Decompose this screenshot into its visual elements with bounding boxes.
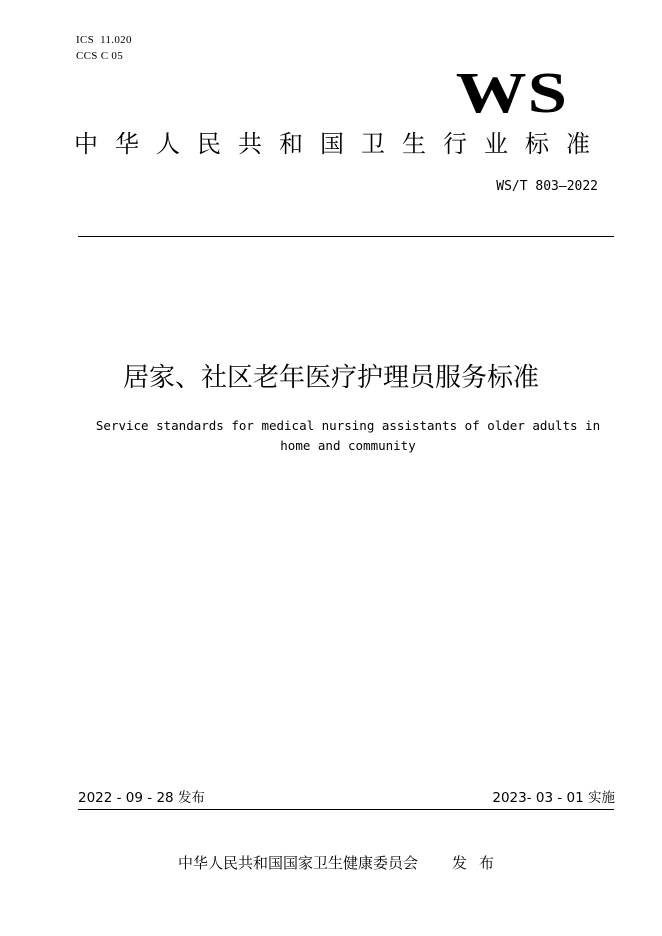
ics-code: ICS 11.020 — [76, 34, 132, 46]
ws-logo: WS — [455, 60, 568, 125]
issue-date: 2022 - 09 - 28 发布 — [78, 790, 205, 806]
document-title-english — [60, 416, 636, 456]
publish-verb: 发布 — [452, 854, 507, 872]
publisher-name: 中华人民共和国国家卫生健康委员会 — [178, 854, 419, 872]
classification-codes — [76, 32, 132, 64]
publisher-line — [178, 852, 506, 874]
document-title-chinese: 居家、社区老年医疗护理员服务标准 — [122, 363, 539, 393]
english-title-line-1: Service standards for medical nursing assistants of older adults in — [95, 418, 601, 433]
implementation-date: 2023- 03 - 01 实施 — [492, 790, 615, 806]
ccs-code: CCS C 05 — [76, 50, 124, 62]
organization-title: 中华人民共和国卫生行业标准 — [74, 130, 607, 158]
english-title-line-2: home and community — [280, 438, 416, 453]
bottom-divider — [78, 809, 614, 810]
standard-number: WS/T 803—2022 — [496, 179, 598, 194]
top-divider — [78, 236, 614, 237]
